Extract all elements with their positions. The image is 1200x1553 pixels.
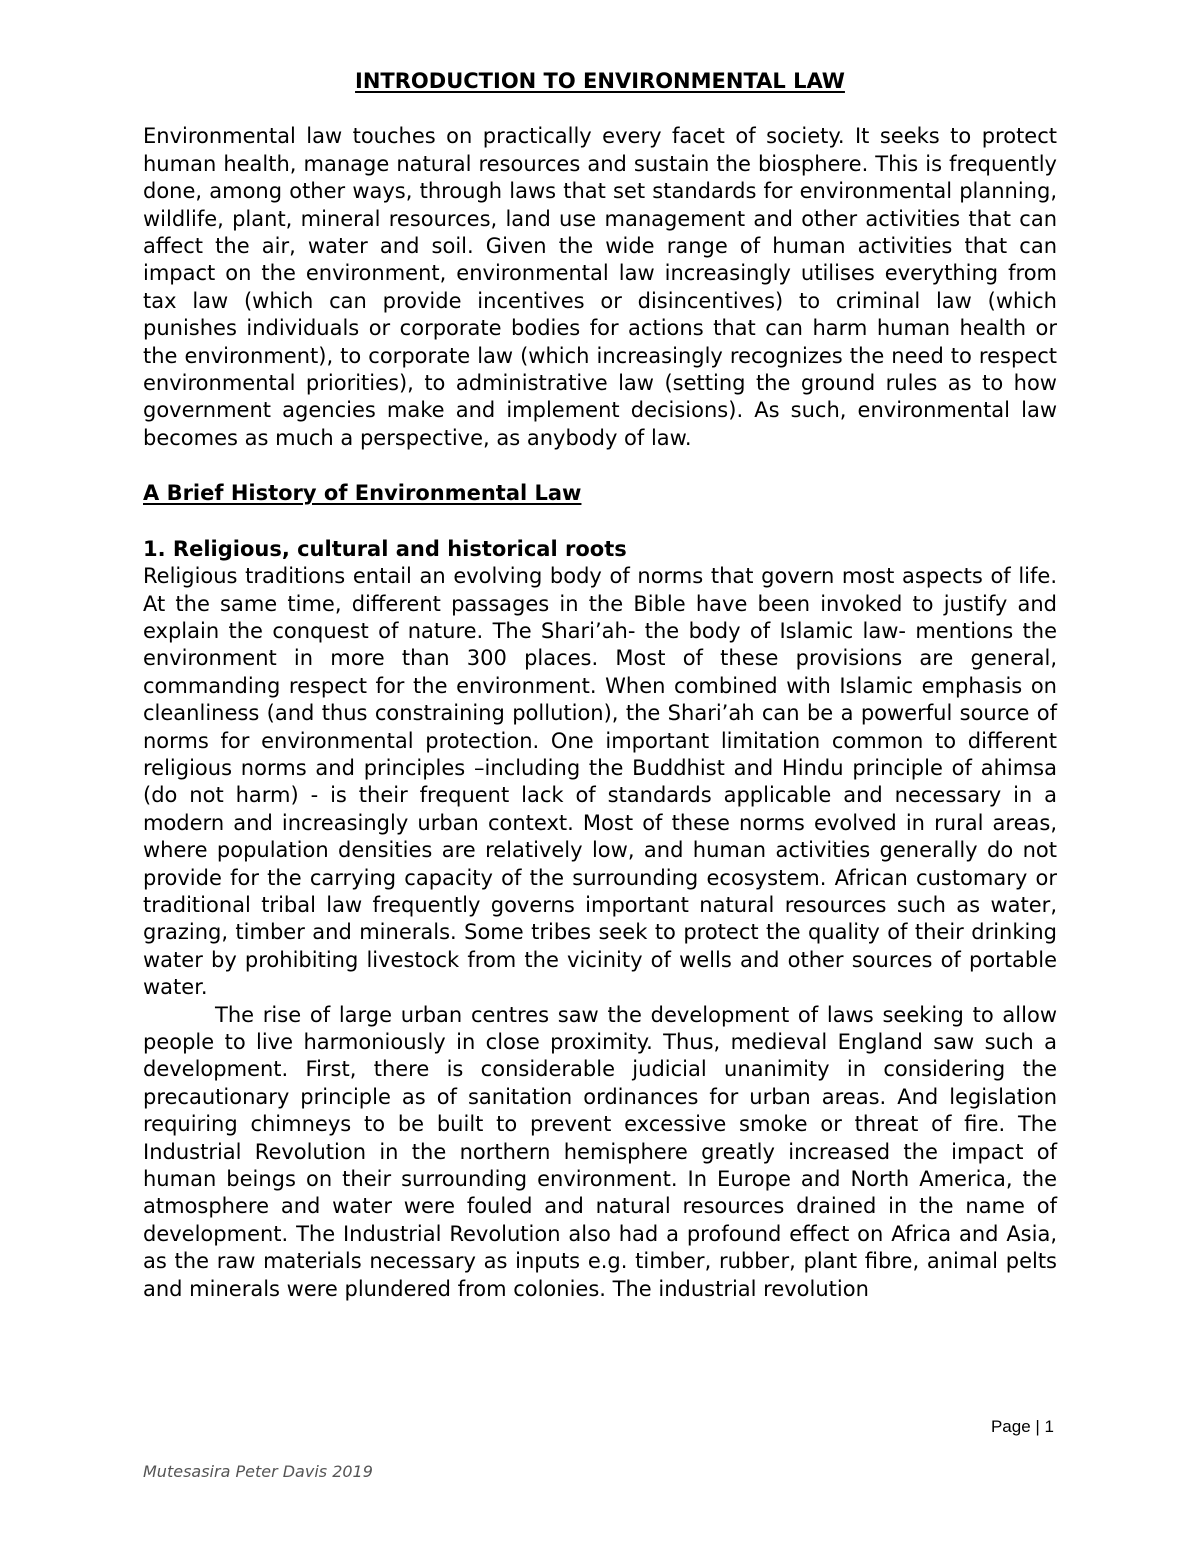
intro-paragraph: Environmental law touches on practically every facet of society. It seeks to protect human health, manage natural resources and sustain the biosphere. This is frequently done, among other ways, through laws that set standards for environmental planning, wildlife, plant, mineral resources, land use management and other activities that can affect the air, water and soil. Given the wide range of human activities that can impact on the environment, environmental law increasingly utilises everything from tax law (which can provide incentives or disincentives) to criminal law (which punishes individuals or corporate bodies for actions that can harm human health or the environment), to corporate law (which increasingly recognizes the need to respect environmental priorities), to administrative law (setting the ground rules as to how government agencies make and implement decisions). As such, environmental law becomes as much a perspective, as anybody of law. <box>143 124 1057 450</box>
footer-author: Mutesasira Peter Davis 2019 <box>143 1462 373 1481</box>
page-number: Page | 1 <box>990 1417 1054 1436</box>
document-page <box>143 68 1057 1303</box>
subsection-paragraph-1: Religious traditions entail an evolving body of norms that govern most aspects of life. At the same time, different passages in the Bible have been invoked to justify and explain the conquest of nature. The Shari’ah- the body of Islamic law- mentions the environment in more than 300 places. Most of these provisions are general, commanding respect for the environment. When combined with Islamic emphasis on cleanliness (and thus constraining pollution), the Shari’ah can be a powerful source of norms for environmental protection. One important limitation common to different religious norms and principles –including the Buddhist and Hindu principle of ahimsa (do not harm) - is their frequent lack of standards applicable and necessary in a modern and increasingly urban context. Most of these norms evolved in rural areas, where population densities are relatively low, and human activities generally do not provide for the carrying capacity of the surrounding ecosystem. African customary or traditional tribal law frequently governs important natural resources such as water, grazing, timber and minerals. Some tribes seek to protect the quality of their drinking water by prohibiting livestock from the vicinity of wells and other sources of portable water. <box>143 564 1057 1000</box>
section-heading: A Brief History of Environmental Law <box>143 481 582 506</box>
document-title: INTRODUCTION TO ENVIRONMENTAL LAW <box>355 69 845 93</box>
subsection-paragraph-2: The rise of large urban centres saw the development of laws seeking to allow people to live harmoniously in close proximity. Thus, medieval England saw such a development. First, there is considerable judicial unanimity in considering the precautionary principle as of sanitation ordinances for urban areas. And legislation requiring chimneys to be built to prevent excessive smoke or threat of fire. The Industrial Revolution in the northern hemisphere greatly increased the impact of human beings on their surrounding environment. In Europe and North America, the atmosphere and water were fouled and natural resources drained in the name of development. The Industrial Revolution also had a profound effect on Africa and Asia, as the raw materials necessary as inputs e.g. timber, rubber, plant fibre, animal pelts and minerals were plundered from colonies. The industrial revolution <box>143 1002 1057 1301</box>
subsection-heading: 1. Religious, cultural and historical roots <box>143 536 627 561</box>
